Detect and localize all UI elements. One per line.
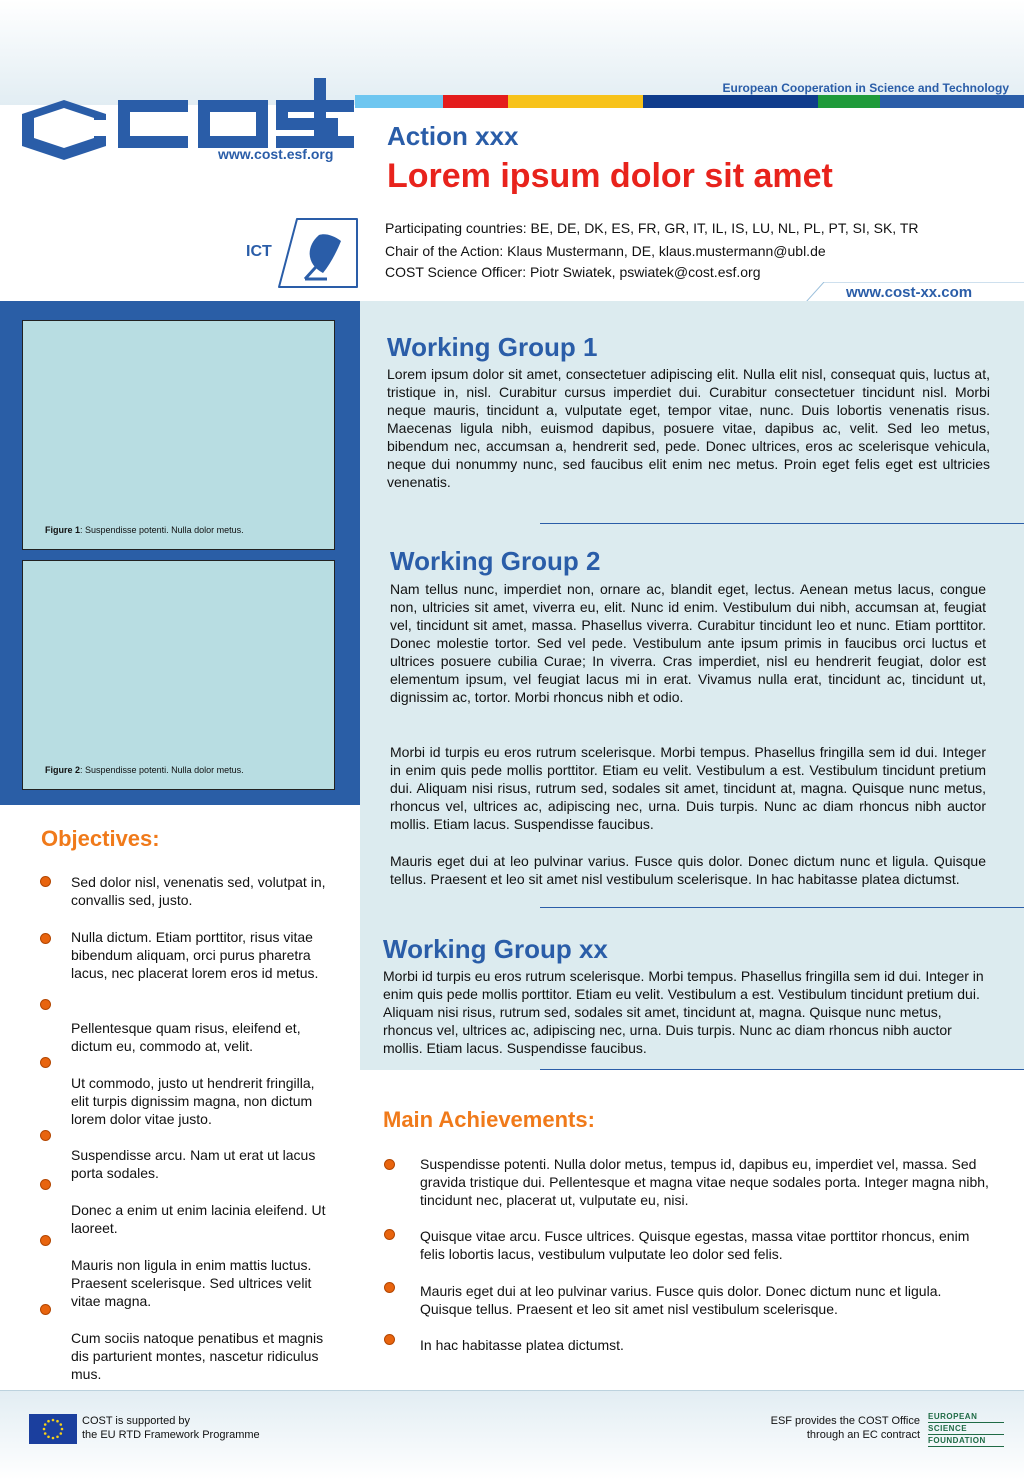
objective-item: Ut commodo, justo ut hendrerit fringilla, elit turpis dignissim magna, non dictum lorem dolor vitae justo. [71, 1075, 315, 1127]
bullet-icon [40, 1130, 51, 1141]
bullet-icon [40, 933, 51, 944]
figure-1 [22, 320, 335, 550]
action-chair: Chair of the Action: Klaus Mustermann, DE, klaus.mustermann@ubl.de [385, 243, 826, 259]
bullet-icon [384, 1229, 395, 1240]
bullet-icon [40, 876, 51, 887]
bullet-icon [40, 999, 51, 1010]
domain-label: ICT [246, 243, 272, 260]
bullet-icon [40, 1304, 51, 1315]
esf-logo: EUROPEAN SCIENCE FOUNDATION [928, 1411, 1004, 1447]
separator [540, 907, 1024, 908]
stripe-blue [880, 95, 1024, 108]
separator [540, 523, 1024, 524]
wgxx-text: Morbi id turpis eu eros rutrum scelerisque. Morbi tempus. Phasellus fringilla sem id dui. Integer in enim quis pede mollis porttitor. Etiam eu velit. Vestibulum a est. Vestibulum tincidunt pretium dui. Aliquam nisi risus, rutrum sed, sodales sit amet, tincidunt at, magna. Quisque nunc metus, rhoncus vel, ultrices ac, adipiscing nec, urna. Duis turpis. Nunc ac diam rhoncus nibh auctor mollis. Etiam lacus. Suspendisse faucibus. [383, 968, 984, 1056]
bullet-icon [40, 1057, 51, 1068]
objective-item: Cum sociis natoque penatibus et magnis dis parturient montes, nascetur ridiculus mus. [71, 1330, 324, 1382]
action-website[interactable]: www.cost-xx.com [846, 284, 973, 301]
stripe-green [818, 95, 880, 108]
bullet-icon [40, 1179, 51, 1190]
objective-item: Nulla dictum. Etiam porttitor, risus vitae bibendum aliquam, orci purus pharetra lacus, nec placerat lorem eros id metus. [71, 929, 319, 981]
wg1-text: Lorem ipsum dolor sit amet, consectetuer adipiscing elit. Nulla elit nisl, consequat quis, luctus at, tristique in, nisl. Curabitur cursus imperdiet dui. Curabitur consectetuer tincidunt nisl. Morbi neque mauris, tincidunt a, vulputate eget, tempor vitae, nunc. Duis lobortis venenatis risus. Maecenas ligula nibh, euismod dapibus, posuere vitae, dapibus ac, velit. Sed leo metus, bibendum nec, accumsan a, hendrerit sed, pede. Donec ultrices, eros ac scelerisque vehicula, neque dui nonummy nunc, sed faucibus elit enim nec metus. Proin eget felis eget est ultricies venenatis. [387, 366, 990, 490]
objective-item: Donec a enim ut enim lacinia eleifend. Ut laoreet. [71, 1202, 326, 1236]
science-officer: COST Science Officer: Piotr Swiatek, pswiatek@cost.esf.org [385, 264, 761, 280]
wg2-text-3: Mauris eget dui at leo pulvinar varius. Fusce quis dolor. Donec dictum nunc et ligula. Quisque tellus. Praesent et leo sit amet nisl vestibulum scelerisque. In hac habitasse platea dictumst. [390, 853, 986, 887]
objective-item: Suspendisse arcu. Nam ut erat ut lacus porta sodales. [71, 1147, 316, 1181]
stripe-yellow [508, 95, 643, 108]
footer-eu-support: COST is supported by the EU RTD Framework Programme [82, 1415, 260, 1441]
achievement-item: Quisque vitae arcu. Fusce ultrices. Quisque egestas, massa vitae porttitor rhoncus, enim felis lobortis lacus, vestibulum vulputate leo dolor sed felis. [420, 1228, 970, 1262]
wg2-title: Working Group 2 [390, 546, 601, 576]
eu-flag-icon [29, 1414, 77, 1444]
achievement-item: Suspendisse potenti. Nulla dolor metus, tempus id, dapibus eu, imperdiet vel, massa. Sed gravida tristique dui. Pellentesque et magna vitae neque sodales porta. Integer magna nibh, tincidunt nec, placerat ut, vulputate eu, nisi. [420, 1156, 989, 1208]
wg2-text-2: Morbi id turpis eu eros rutrum scelerisque. Morbi tempus. Phasellus fringilla sem id dui. Integer in enim quis pede mollis porttitor. Etiam eu velit. Vestibulum a est. Vestibulum tincidunt pretium dui. Aliquam nisi risus, rutrum sed, sodales sit amet, tincidunt at, magna. Quisque nunc metus, rhoncus vel, ultrices ac, adipiscing nec, urna. Duis turpis. Nunc ac diam rhoncus nibh auctor mollis. Etiam lacus. Suspendisse faucibus. [390, 744, 986, 832]
wgxx-title: Working Group xx [383, 934, 608, 964]
bullet-icon [384, 1159, 395, 1170]
objective-item: Mauris non ligula in enim mattis luctus. Praesent scelerisque. Sed ultrices velit vitae magna. [71, 1257, 312, 1309]
bullet-icon [384, 1334, 395, 1345]
figure-1-caption: Figure 1: Suspendisse potenti. Nulla dolor metus. [45, 525, 244, 535]
objectives-title: Objectives: [41, 826, 160, 851]
action-number: Action xxx [387, 121, 519, 151]
cost-website[interactable]: www.cost.esf.org [218, 146, 334, 162]
bullet-icon [40, 1235, 51, 1246]
footer-esf-note: ESF provides the COST Office through an EC contract [770, 1415, 920, 1441]
achievement-item: Mauris eget dui at leo pulvinar varius. Fusce quis dolor. Donec dictum nunc et ligula. Quisque tellus. Praesent et leo sit amet nisl vestibulum scelerisque. [420, 1283, 942, 1317]
participating-countries: Participating countries: BE, DE, DK, ES, FR, GR, IT, IL, IS, LU, NL, PL, PT, SI, SK, TR [385, 220, 919, 236]
figure-2 [22, 560, 335, 790]
figure-2-caption: Figure 2: Suspendisse potenti. Nulla dolor metus. [45, 765, 244, 775]
objective-item: Pellentesque quam risus, eleifend et, dictum eu, commodo at, velit. [71, 1020, 301, 1054]
bullet-icon [384, 1282, 395, 1293]
action-title: Lorem ipsum dolor sit amet [387, 157, 833, 195]
objective-item: Sed dolor nisl, venenatis sed, volutpat in, convallis sed, justo. [71, 874, 326, 908]
achievement-item: In hac habitasse platea dictumst. [420, 1337, 624, 1353]
tagline: European Cooperation in Science and Technology [722, 81, 1009, 95]
satellite-dish-icon [275, 217, 359, 289]
wg2-text-1: Nam tellus nunc, imperdiet non, ornare ac, blandit eget, lectus. Aenean metus lacus, congue non, ultricies sit amet, viverra eu, elit. Nunc id enim. Vestibulum dui nibh, accumsan at, feugiat vel, tincidunt sit amet, massa. Phasellus viverra. Curabitur tincidunt leo et nunc. Etiam porttitor. Donec molestie tortor. Sed vel pede. Vestibulum ante ipsum primis in faucibus orci luctus et ultrices posuere cubilia Curae; In viverra. Cras imperdiet, nisl eu hendrerit feugiat, dolor est elementum ipsum, vel feugiat lacus mi in erat. Vivamus nulla erat, tincidunt ac, tincidunt ut, dignissim ac, tortor. Morbi rhoncus nibh et odio. [390, 581, 986, 705]
achievements-title: Main Achievements: [383, 1107, 595, 1132]
stripe-lightblue [355, 95, 443, 108]
stripe-red [443, 95, 508, 108]
wg1-title: Working Group 1 [387, 332, 598, 362]
stripe-navy [643, 95, 818, 108]
separator [540, 1069, 1024, 1070]
